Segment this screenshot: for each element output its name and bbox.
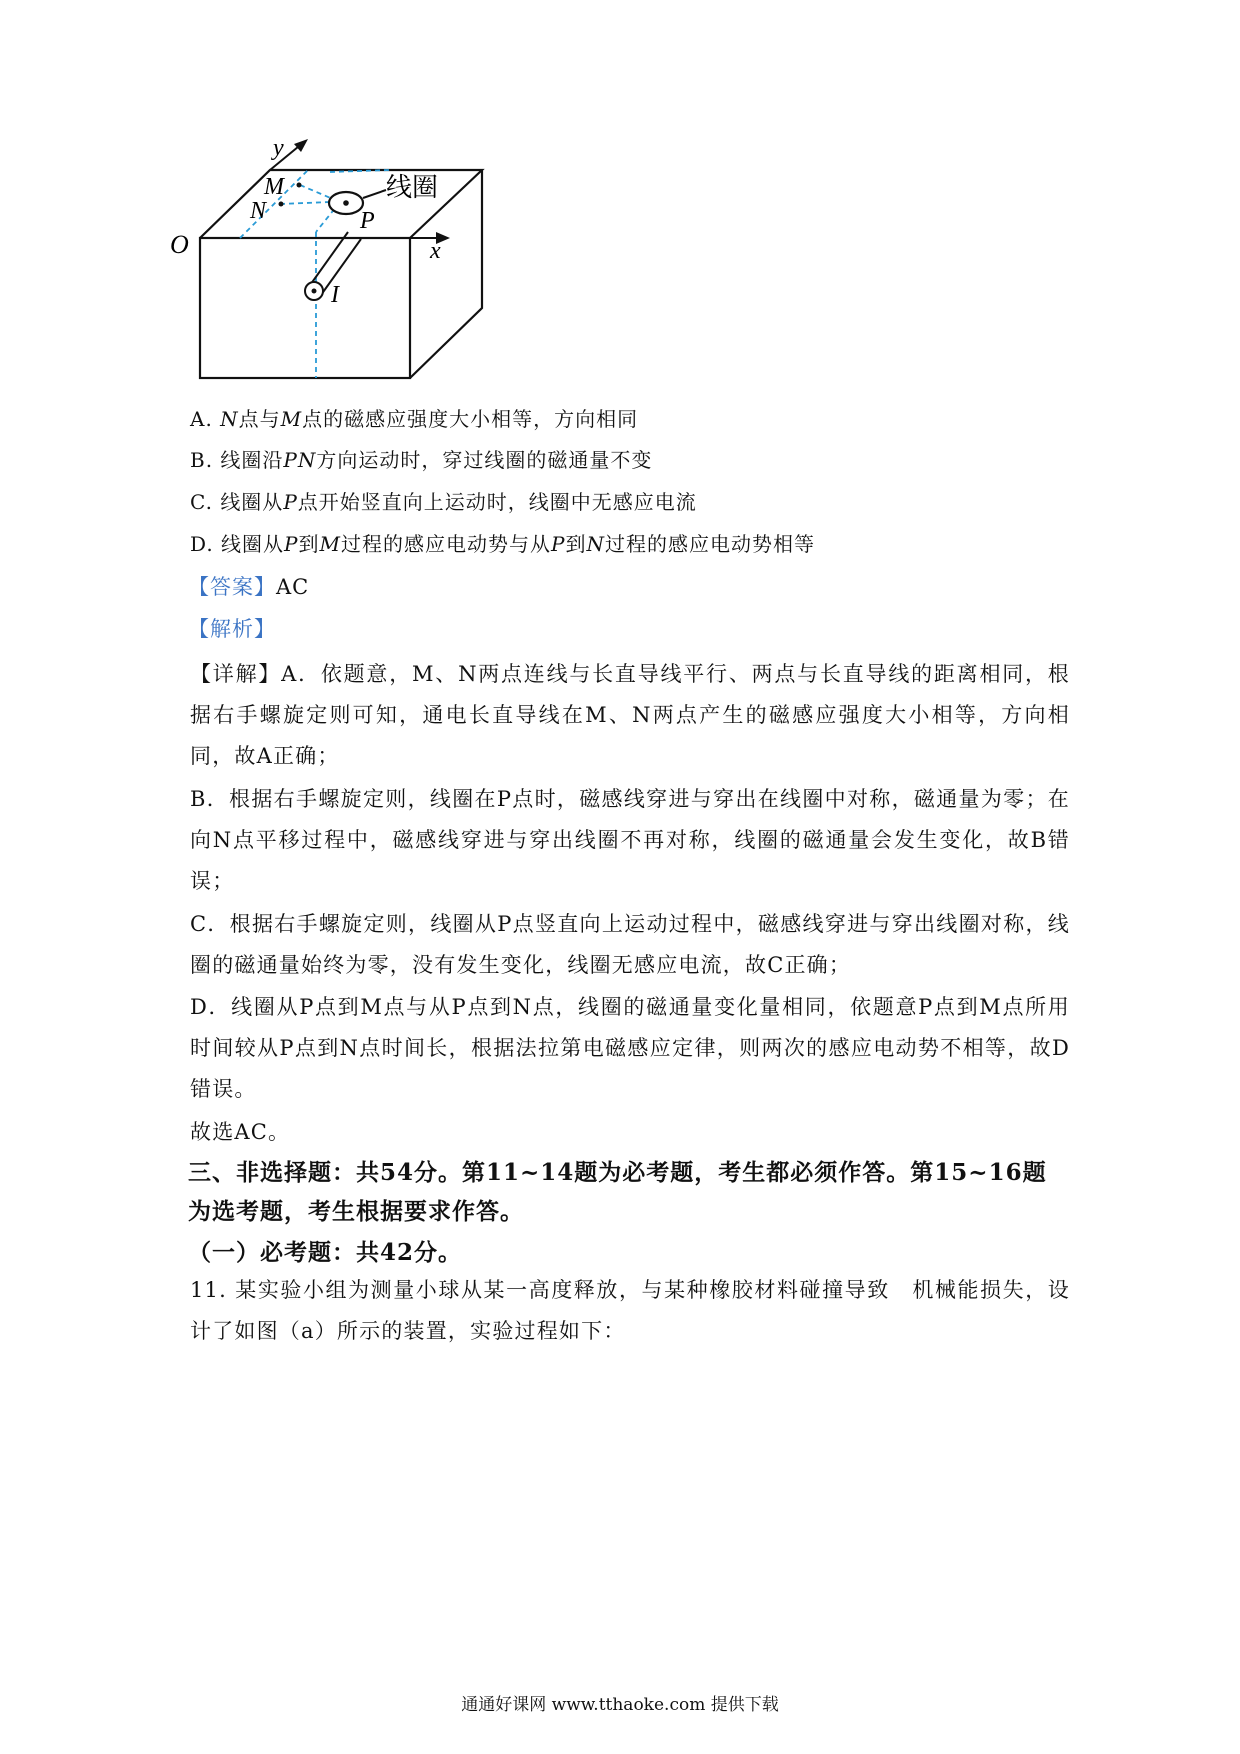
option-text: 到 xyxy=(565,532,587,556)
option-text: P xyxy=(551,532,566,556)
magnetic-field-figure xyxy=(170,135,560,390)
analysis-tag xyxy=(188,615,276,643)
option-text: 线圈从 xyxy=(221,532,285,556)
option-text: 线圈从 xyxy=(220,490,284,514)
option-text: 点与 xyxy=(238,407,281,431)
option-letter: C. xyxy=(190,490,213,514)
option-text: 过程的感应电动势相等 xyxy=(604,532,815,556)
option-a xyxy=(190,405,638,433)
option-text: M xyxy=(280,407,303,431)
detail-conclusion: 故选AC。 xyxy=(190,1120,291,1144)
page-footer: 通通好课网 www.tthaoke.com 提供下载 xyxy=(461,1695,779,1715)
answer-tag: 【答案】 xyxy=(188,575,276,599)
option-text: 线圈沿 xyxy=(220,448,284,472)
option-text: P xyxy=(283,490,298,514)
option-letter: A. xyxy=(190,407,213,431)
option-letter: D. xyxy=(190,532,214,556)
option-text: 点开始竖直向上运动时，线圈中无感应电流 xyxy=(297,490,697,514)
option-c xyxy=(190,488,697,516)
detail-paragraph-a: 【详解】A．依题意，M、N两点连线与长直导线平行、两点与长直导线的距离相同，根据右手螺旋定则可知，通电长直导线在M、N两点产生的磁感应强度大小相等，方向相同，故A正确； xyxy=(190,662,1070,768)
question-11: 11. 某实验小组为测量小球从某一高度释放，与某种橡胶材料碰撞导致 机械能损失，设计了如图（a）所示的装置，实验过程如下： xyxy=(190,1278,1070,1343)
detail-paragraph-d: D．线圈从P点到M点与从P点到N点，线圈的磁通量变化量相同，依题意P点到M点所用时间较从P点到N点时间长，根据法拉第电磁感应定律，则两次的感应电动势不相等，故D错误。 xyxy=(190,995,1070,1101)
option-text: 到 xyxy=(298,532,320,556)
option-text: PN xyxy=(283,448,317,472)
detail-paragraph-c: C．根据右手螺旋定则，线圈从P点竖直向上运动过程中，磁感线穿进与穿出线圈对称，线圈的磁通量始终为零，没有发生变化，线圈无感应电流，故C正确； xyxy=(190,912,1070,977)
label-p: P xyxy=(360,208,375,234)
answer-line xyxy=(188,573,309,601)
option-text: N xyxy=(586,532,605,556)
label-x: x xyxy=(430,238,441,264)
answer-value: AC xyxy=(276,575,310,599)
option-text: 点的磁感应强度大小相等，方向相同 xyxy=(302,407,639,431)
option-text: P xyxy=(284,532,299,556)
label-i: I xyxy=(331,282,339,308)
detail-paragraph-b: B．根据右手螺旋定则，线圈在P点时，磁感线穿进与穿出在线圈中对称，磁通量为零；在向N点平移过程中，磁感线穿进与穿出线圈不再对称，线圈的磁通量会发生变化，故B错误； xyxy=(190,787,1070,893)
label-y: y xyxy=(273,135,284,161)
label-m: M xyxy=(264,174,284,200)
option-letter: B. xyxy=(190,448,214,472)
option-text: 过程的感应电动势与从 xyxy=(341,532,551,556)
label-coil: 线圈 xyxy=(386,173,439,203)
option-text: M xyxy=(319,532,341,556)
section-subtitle: （一）必考题：共42分。 xyxy=(188,1239,463,1266)
analysis-label: 【解析】 xyxy=(188,617,276,641)
section-title: 三、非选择题：共54分。第11~14题为必考题，考生都必须作答。第15~16题为选考题，考生根据要求作答。 xyxy=(188,1159,1047,1225)
option-text: 方向运动时，穿过线圈的磁通量不变 xyxy=(316,448,653,472)
option-d xyxy=(190,530,815,558)
label-n: N xyxy=(250,198,267,224)
option-b xyxy=(190,446,652,474)
label-o: O xyxy=(170,230,189,259)
option-text: N xyxy=(220,407,239,431)
